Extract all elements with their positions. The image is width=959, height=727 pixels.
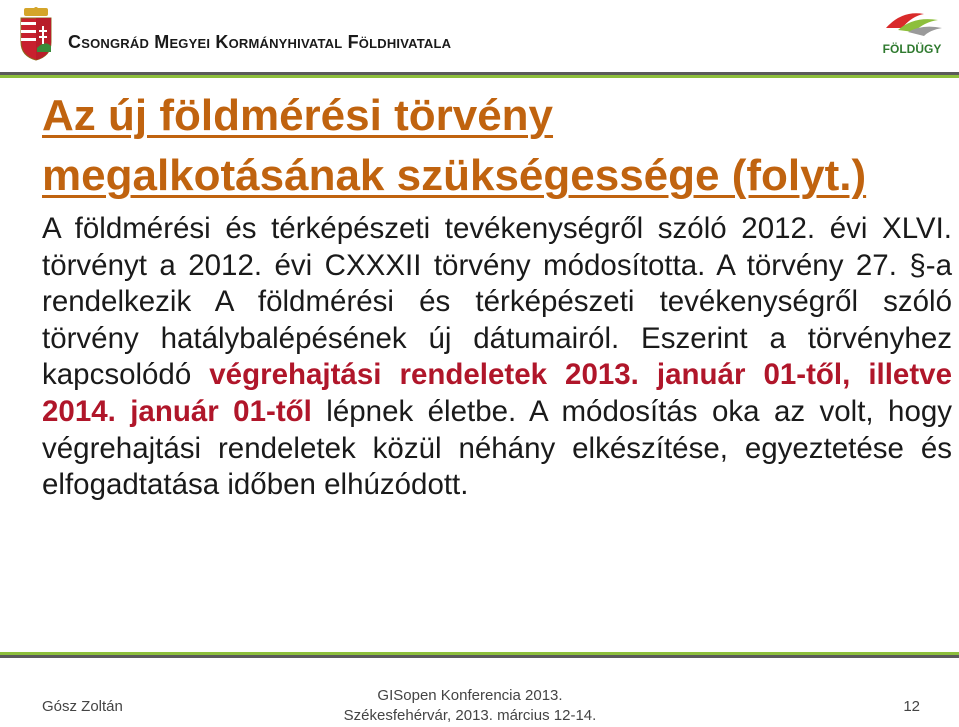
footer-divider — [0, 655, 959, 658]
paragraph-text-1: A földmérési és térképészeti tevékenységről szóló 2012. évi XLVI. törvényt a 2012. évi CXXXII törvény módosította. A törvény 27. §-a rendelkezik A földmérési és térképészeti tevékenységről szóló törvény hatálybalépésének új dátumairól. Eszerint a törvényhez kapcsolódó — [42, 212, 952, 392]
paragraph-text-2: lépnek életbe. A módosítás oka az volt, hogy végrehajtási rendeletek közül néhány elkészítése, egyeztetése és elfogadtatása időben elhúzódott. — [42, 394, 953, 502]
foldugy-logo-text: FÖLDÜGY — [882, 42, 942, 56]
conference-place-date: Székesfehérvár, 2013. március 12-14. — [343, 707, 597, 724]
title-line-2: megalkotásának szükségessége (folyt.) — [42, 151, 867, 200]
header-divider-accent — [0, 75, 959, 78]
body-paragraph — [42, 211, 952, 504]
foldugy-logo — [872, 6, 952, 58]
conference-name: GISopen Konferencia 2013. — [377, 687, 563, 704]
slide-header — [0, 0, 959, 80]
office-name: Csongrád Megyei Kormányhivatal Földhivatala — [68, 32, 452, 52]
footer-conference — [330, 686, 610, 726]
slide-title — [42, 86, 942, 206]
title-line-1: Az új földmérési törvény — [42, 91, 554, 140]
coat-of-arms-icon — [18, 6, 54, 62]
highlighted-dates: végrehajtási rendeletek 2013. január 01-től, illetve 2014. január 01-től — [42, 358, 952, 428]
footer-author: Gósz Zoltán — [42, 698, 123, 715]
page-number: 12 — [903, 698, 920, 715]
